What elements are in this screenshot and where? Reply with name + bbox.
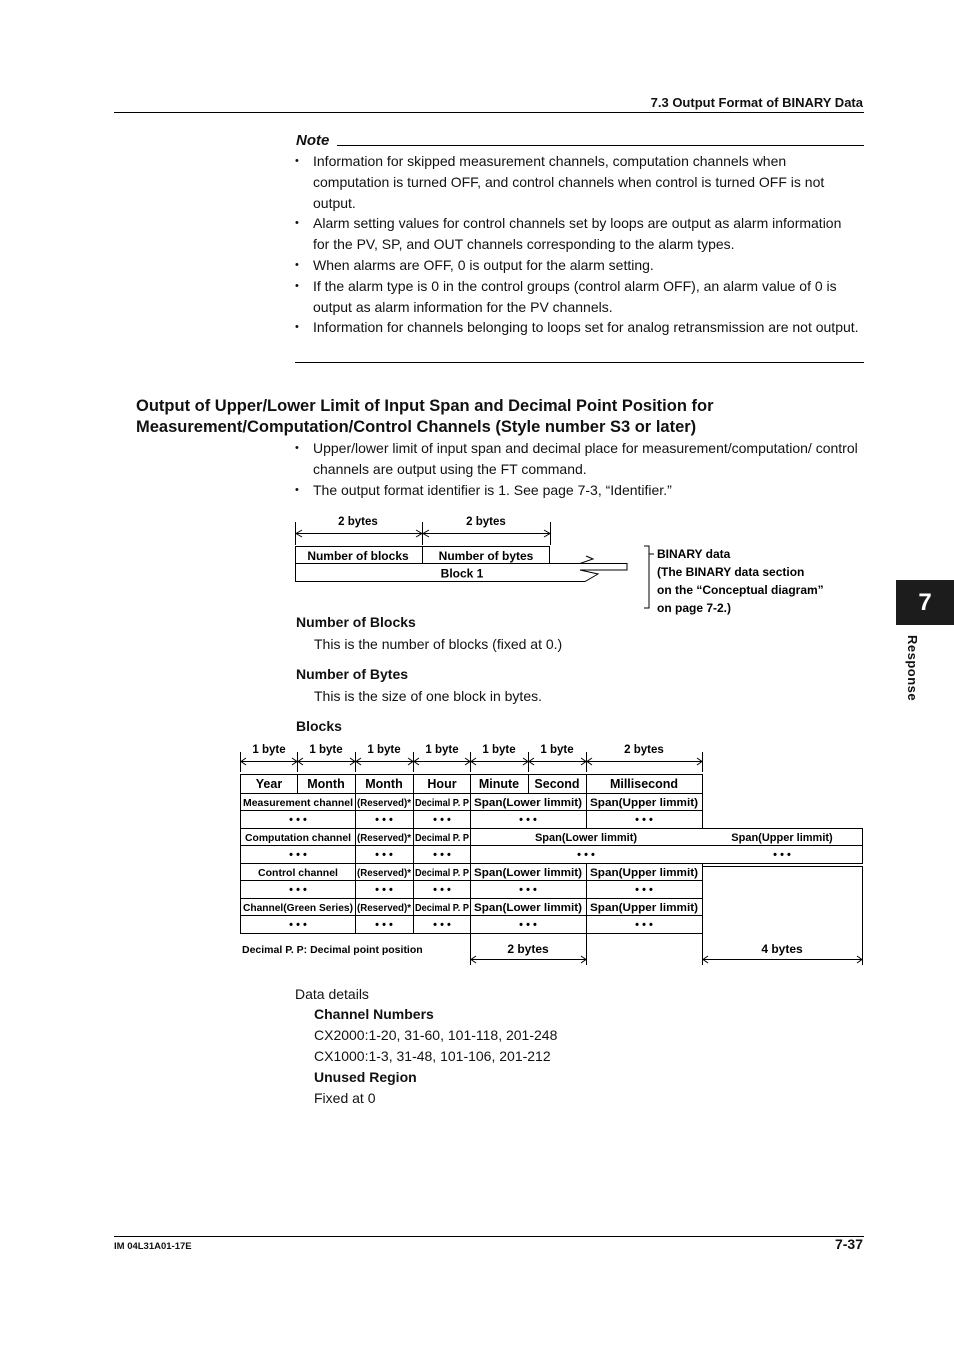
binary-data-note-line: on the “Conceptual diagram” — [657, 583, 824, 597]
decimal-pp-cell: Decimal P. P — [415, 798, 470, 809]
green-series-channel-cell: Channel(Green Series) — [243, 902, 353, 914]
number-of-bytes-heading: Number of Bytes — [296, 666, 409, 682]
dots-cell: • • • — [289, 919, 307, 931]
span-upper-cell: Span(Upper limmit) — [731, 832, 833, 844]
reserved-cell: (Reserved)* — [357, 798, 412, 809]
header-cell-second: Second — [534, 777, 580, 791]
dots-cell: • • • — [519, 919, 537, 931]
decimal-pp-cell: Decimal P. P — [415, 833, 470, 844]
dots-cell: • • • — [577, 849, 595, 861]
channel-numbers-heading: Channel Numbers — [314, 1006, 434, 1022]
span-upper-cell: Span(Upper limmit) — [590, 902, 699, 914]
unused-region-text: Fixed at 0 — [314, 1090, 376, 1106]
span-lower-cell: Span(Lower limmit) — [474, 902, 583, 914]
control-channel-cell: Control channel — [258, 867, 338, 879]
dots-cell: • • • — [635, 919, 653, 931]
dots-cell: • • • — [433, 919, 451, 931]
byte-label: 1 byte — [482, 744, 516, 756]
field-number-of-bytes: Number of bytes — [438, 549, 534, 563]
chapter-tab: 7 — [896, 580, 954, 625]
note-item: • When alarms are OFF, 0 is output for the alarm setting. — [295, 255, 860, 276]
header-cell-millisecond: Millisecond — [609, 777, 679, 791]
binary-data-note-line: (The BINARY data section — [657, 565, 805, 579]
dots-cell: • • • — [519, 884, 537, 896]
note-item: • If the alarm type is 0 in the control groups (control alarm OFF), an alarm value of 0 is output as alarm information for the PV channels. — [295, 276, 860, 318]
dots-cell: • • • — [773, 849, 791, 861]
byte-label: 1 byte — [540, 744, 574, 756]
reserved-cell: (Reserved)* — [357, 903, 412, 914]
note-item: • Information for channels belonging to loops set for analog retransmission are not output. — [295, 317, 860, 338]
byte-label: 2 bytes — [624, 744, 664, 756]
dots-cell: • • • — [289, 884, 307, 896]
dots-cell: • • • — [375, 814, 393, 826]
dots-cell: • • • — [519, 814, 537, 826]
header-cell-year: Year — [255, 777, 283, 791]
span-lower-cell: Span(Lower limmit) — [534, 832, 638, 844]
cx1000-channels: CX1000:1-3, 31-48, 101-106, 201-212 — [314, 1048, 551, 1064]
field-number-of-blocks: Number of blocks — [307, 549, 409, 563]
note-title: Note — [296, 132, 330, 149]
dots-cell: • • • — [635, 814, 653, 826]
bottom-bytes-label: 2 bytes — [507, 942, 549, 956]
header-cell-hour: Hour — [427, 777, 457, 791]
reserved-cell: (Reserved)* — [357, 833, 412, 844]
dots-cell: • • • — [433, 814, 451, 826]
field-block-1: Block 1 — [440, 566, 484, 581]
dots-cell: • • • — [433, 884, 451, 896]
page-number: 7-37 — [834, 1236, 863, 1252]
dots-cell: • • • — [375, 849, 393, 861]
blocks-heading: Blocks — [296, 718, 342, 734]
decimal-pp-footnote: Decimal P. P: Decimal point position — [242, 944, 423, 956]
number-of-blocks-text: This is the number of blocks (fixed at 0.) — [314, 636, 563, 652]
footer-rule — [114, 1236, 864, 1237]
byte-label: 1 byte — [252, 744, 286, 756]
document-id: IM 04L31A01-17E — [114, 1241, 192, 1252]
span-upper-cell: Span(Upper limmit) — [590, 867, 699, 879]
header-cell-month: Month — [365, 777, 403, 791]
span-upper-cell: Span(Upper limmit) — [590, 797, 699, 809]
dots-cell: • • • — [289, 849, 307, 861]
binary-data-note-line: BINARY data — [657, 547, 731, 561]
span-lower-cell: Span(Lower limmit) — [474, 867, 583, 879]
binary-data-note-line: on page 7-2.) — [657, 601, 732, 615]
section-bullet: • The output format identifier is 1. See page 7-3, “Identifier.” — [295, 480, 860, 501]
header-cell-minute: Minute — [478, 777, 520, 791]
span-lower-cell: Span(Lower limmit) — [474, 797, 583, 809]
dots-cell: • • • — [433, 849, 451, 861]
decimal-pp-cell: Decimal P. P — [415, 868, 470, 879]
bottom-bytes-label: 4 bytes — [761, 942, 803, 956]
dots-cell: • • • — [289, 814, 307, 826]
measurement-channel-cell: Measurement channel — [243, 797, 354, 809]
byte-label: 1 byte — [425, 744, 459, 756]
bytes-label-a: 2 bytes — [338, 516, 378, 528]
reserved-cell: (Reserved)* — [357, 868, 412, 879]
dots-cell: • • • — [375, 884, 393, 896]
section-title-line2: Measurement/Computation/Control Channels (Style number S3 or later) — [136, 418, 697, 436]
note-item: • Information for skipped measurement channels, computation channels when computation is turned OFF, and control channels when control is turned OFF is not output. — [295, 151, 860, 213]
number-of-bytes-text: This is the size of one block in bytes. — [314, 688, 542, 704]
chapter-tab-label: Response — [905, 635, 920, 702]
section-header-title: 7.3 Output Format of BINARY Data — [650, 95, 863, 110]
bytes-label-b: 2 bytes — [466, 516, 506, 528]
header-cell-month: Month — [307, 777, 345, 791]
number-of-blocks-heading: Number of Blocks — [296, 614, 416, 630]
data-details-intro: Data details — [295, 986, 369, 1002]
section-title-line1: Output of Upper/Lower Limit of Input Span and Decimal Point Position for — [136, 397, 714, 415]
section-bullet: • Upper/lower limit of input span and decimal place for measurement/computation/ control channels are output using the FT command. — [295, 438, 860, 480]
computation-channel-cell: Computation channel — [245, 832, 352, 844]
cx2000-channels: CX2000:1-20, 31-60, 101-118, 201-248 — [314, 1027, 558, 1043]
byte-label: 1 byte — [367, 744, 401, 756]
note-item: • Alarm setting values for control channels set by loops are output as alarm information for the PV, SP, and OUT channels corresponding to the alarm types. — [295, 213, 860, 255]
unused-region-heading: Unused Region — [314, 1069, 417, 1085]
dots-cell: • • • — [635, 884, 653, 896]
dots-cell: • • • — [375, 919, 393, 931]
byte-label: 1 byte — [309, 744, 343, 756]
decimal-pp-cell: Decimal P. P — [415, 903, 470, 914]
